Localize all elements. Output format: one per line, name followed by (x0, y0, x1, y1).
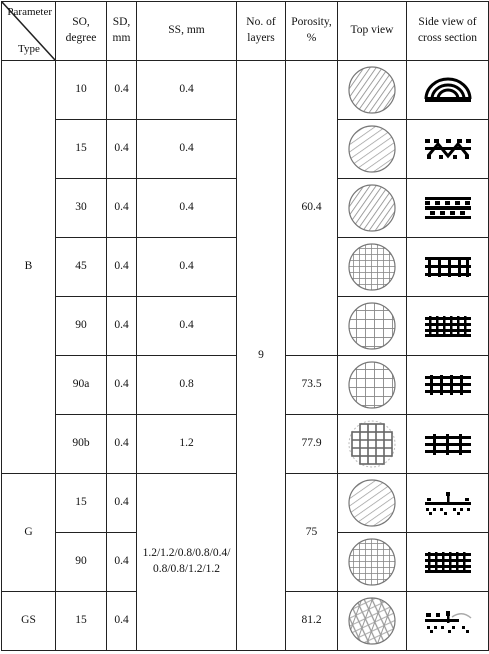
diagonal-hatch-circle-icon (347, 478, 397, 528)
grid-cross-section-icon (424, 313, 472, 339)
ss-cell: 0.4 (137, 120, 237, 179)
header-parameter-type (2, 2, 56, 61)
so-cell: 15 (56, 592, 107, 651)
porosity-cell-90b: 77.9 (286, 415, 338, 474)
diagonal-hatch-circle-icon (347, 65, 397, 115)
arched-cross-section-icon (424, 77, 472, 103)
random-hatch-circle-icon (347, 596, 397, 646)
ss-cell-g: 1.2/1.2/0.8/0.8/0.4/ 0.8/0.8/1.2/1.2 (137, 474, 237, 651)
ss-cell: 0.8 (137, 356, 237, 415)
so-cell: 90 (56, 297, 107, 356)
side-view-cell (407, 533, 489, 592)
layers-cell: 9 (237, 61, 286, 651)
side-view-cell (407, 297, 489, 356)
table-row (2, 61, 489, 120)
so-cell: 15 (56, 120, 107, 179)
side-view-cell (407, 592, 489, 651)
side-view-cell (407, 61, 489, 120)
top-view-cell (338, 474, 407, 533)
sd-cell: 0.4 (107, 474, 137, 533)
grid-cross-section-icon (424, 254, 472, 280)
dotted-cross-section-icon (424, 608, 472, 634)
diagonal-hatch-circle-icon (347, 124, 397, 174)
grid-cross-section-icon (424, 431, 472, 457)
top-view-cell (338, 238, 407, 297)
porosity-cell-g: 75 (286, 474, 338, 592)
lattice-circle-icon (347, 301, 397, 351)
so-cell: 90 (56, 533, 107, 592)
sd-cell: 0.4 (107, 120, 137, 179)
side-view-cell (407, 474, 489, 533)
diagonal-hatch-circle-icon (347, 183, 397, 233)
header-porosity: Porosity, % (286, 2, 338, 61)
top-view-cell (338, 297, 407, 356)
top-view-cell (338, 179, 407, 238)
ss-cell: 0.4 (137, 238, 237, 297)
grid-cross-section-icon (424, 372, 472, 398)
parameter-table (1, 1, 489, 651)
header-layers: No. of layers (237, 2, 286, 61)
top-view-cell (338, 356, 407, 415)
sd-cell: 0.4 (107, 533, 137, 592)
top-view-cell (338, 61, 407, 120)
sd-cell: 0.4 (107, 61, 137, 120)
porosity-cell-90a: 73.5 (286, 356, 338, 415)
sd-cell: 0.4 (107, 179, 137, 238)
type-cell-b: B (2, 61, 56, 474)
so-cell: 90a (56, 356, 107, 415)
porosity-cell-gs: 81.2 (286, 592, 338, 651)
header-parameter: Parameter (7, 6, 52, 18)
lattice-circle-icon (347, 242, 397, 292)
top-view-cell (338, 533, 407, 592)
header-type: Type (18, 43, 40, 56)
header-top-view: Top view (338, 2, 407, 61)
side-view-cell (407, 238, 489, 297)
side-view-cell (407, 179, 489, 238)
type-cell-g: G (2, 474, 56, 592)
checker-cross-section-icon (424, 195, 472, 221)
sd-cell: 0.4 (107, 297, 137, 356)
grid-cross-section-icon (424, 549, 472, 575)
dotted-cross-section-icon (424, 490, 472, 516)
header-sd: SD, mm (107, 2, 137, 61)
porosity-cell-b: 60.4 (286, 61, 338, 356)
header-ss: SS, mm (137, 2, 237, 61)
sd-cell: 0.4 (107, 356, 137, 415)
sd-cell: 0.4 (107, 238, 137, 297)
arched-cross-section-icon (424, 136, 472, 162)
side-view-cell (407, 356, 489, 415)
lattice-circle-icon (347, 360, 397, 410)
wide-lattice-circle-icon (347, 419, 397, 469)
sd-cell: 0.4 (107, 415, 137, 474)
ss-cell: 0.4 (137, 297, 237, 356)
sd-cell: 0.4 (107, 592, 137, 651)
so-cell: 90b (56, 415, 107, 474)
so-cell: 15 (56, 474, 107, 533)
lattice-circle-icon (347, 537, 397, 587)
top-view-cell (338, 120, 407, 179)
so-cell: 30 (56, 179, 107, 238)
header-row (2, 2, 489, 61)
side-view-cell (407, 415, 489, 474)
side-view-cell (407, 120, 489, 179)
ss-cell: 1.2 (137, 415, 237, 474)
ss-cell: 0.4 (137, 179, 237, 238)
top-view-cell (338, 415, 407, 474)
top-view-cell (338, 592, 407, 651)
ss-cell: 0.4 (137, 61, 237, 120)
so-cell: 45 (56, 238, 107, 297)
header-side-view: Side view of cross section (407, 2, 489, 61)
so-cell: 10 (56, 61, 107, 120)
type-cell-gs: GS (2, 592, 56, 651)
header-so: SO, degree (56, 2, 107, 61)
